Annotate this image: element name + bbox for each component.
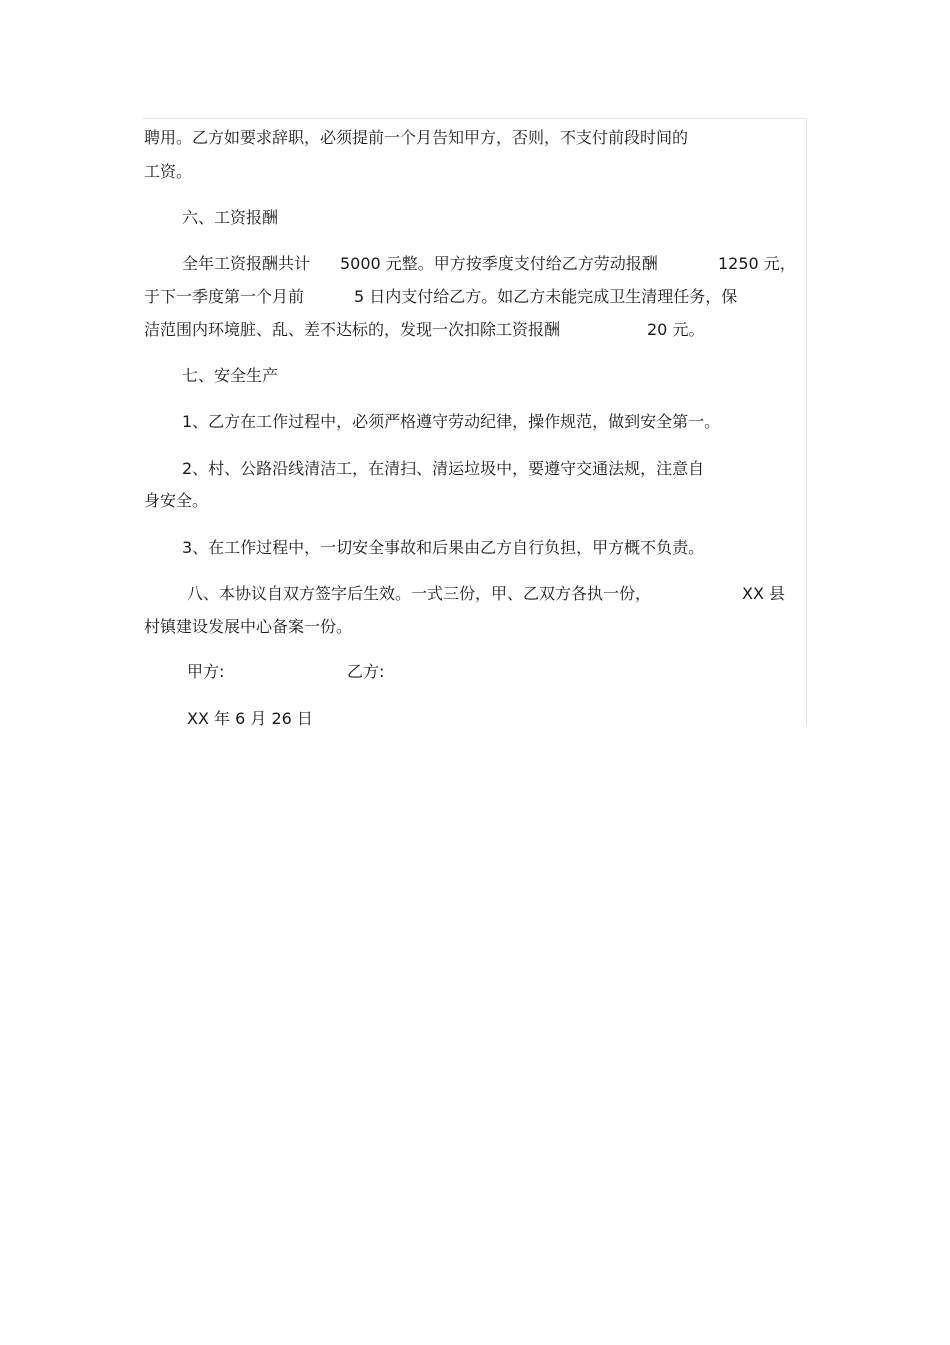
safety-item-2-line-1: 2、村、公路沿线清洁工，在清扫、清运垃圾中，要遵守交通法规，注意自 <box>182 459 705 478</box>
paragraph-line-2: 工资。 <box>144 162 193 181</box>
safety-item-2-line-2: 身安全。 <box>144 491 209 510</box>
salary-line-1a: 全年工资报酬共计 <box>182 254 311 273</box>
section-heading-safety: 七、安全生产 <box>182 366 279 385</box>
section-heading-salary: 六、工资报酬 <box>182 208 279 227</box>
clause-8-line-2: 村镇建设发展中心备案一份。 <box>144 617 353 636</box>
salary-line-3b: 20 元。 <box>647 320 705 339</box>
party-b-label: 乙方: <box>347 662 385 681</box>
paragraph-line-1: 聘用。乙方如要求辞职，必须提前一个月告知甲方，否则，不支付前段时间的 <box>144 128 689 147</box>
safety-item-1: 1、乙方在工作过程中，必须严格遵守劳动纪律，操作规范，做到安全第一。 <box>182 412 721 431</box>
clause-8-line-1b: XX 县 <box>742 584 786 603</box>
date-line: XX 年 6 月 26 日 <box>187 709 313 728</box>
salary-line-2a: 于下一季度第一个月前 <box>144 287 305 306</box>
party-a-label: 甲方: <box>187 662 225 681</box>
salary-line-3a: 洁范围内环境脏、乱、差不达标的，发现一次扣除工资报酬 <box>144 320 561 339</box>
safety-item-3: 3、在工作过程中，一切安全事故和后果由乙方自行负担，甲方概不负责。 <box>182 538 705 557</box>
salary-line-1b: 5000 元整。甲方按季度支付给乙方劳动报酬 <box>340 254 658 273</box>
salary-line-2b: 5 日内支付给乙方。如乙方未能完成卫生清理任务，保 <box>354 287 738 306</box>
clause-8-line-1a: 八、本协议自双方签字后生效。一式三份，甲、乙双方各执一份， <box>187 584 652 603</box>
salary-line-1c: 1250 元， <box>718 254 796 273</box>
